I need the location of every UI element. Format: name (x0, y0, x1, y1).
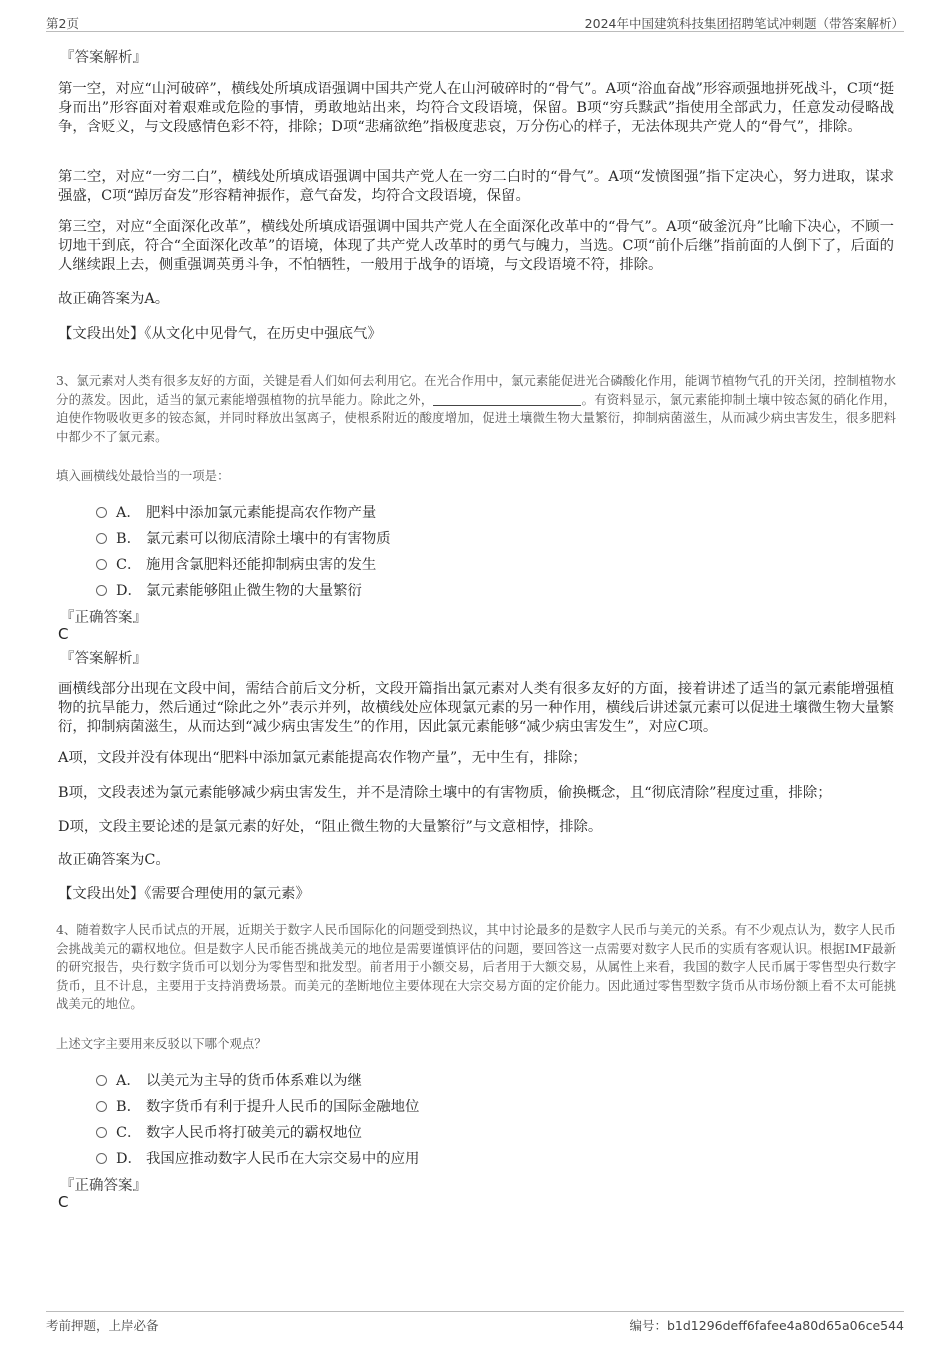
document-id: 编号：b1d1296deff6fafee4a80d65a06ce544 (629, 1318, 904, 1333)
q2-conclusion: 故正确答案为A。 (58, 291, 170, 307)
q3-conclusion: 故正确答案为C。 (58, 852, 170, 868)
q4-correct-answer: C (58, 1193, 69, 1211)
q3-option-d[interactable]: D． 氯元素能够阻止微生物的大量繁衍 (96, 579, 362, 599)
q4-option-a[interactable]: A． 以美元为主导的货币体系难以为继 (96, 1069, 362, 1089)
q3-prompt: 填入画横线处最恰当的一项是： (56, 468, 230, 483)
page-footer (46, 1311, 904, 1338)
radio-icon[interactable] (96, 533, 107, 544)
q4-correct-tag: 『正确答案』 (60, 1178, 147, 1194)
q4-stem: 4、随着数字人民币试点的开展，近期关于数字人民币国际化的问题受到热议，其中讨论最多的是数字人民币与美元的关系。有不少观点认为，数字人民币会挑战美元的霸权地位。但是数字人民币能否挑战美元的地位是需要谨慎评估的问题，要回答这一点需要对数字人民币的实质有客观认识。根据IMF最新的研究报告，央行数字货币可以划分为零售型和批发型。前者用于小额交易，后者用于大额交易，从属性上来看，我国的数字人民币属于零售型央行数字货币，且不计息，主要用于支持消费场景。而美元的垄断地位主要体现在大宗交易方面的定价能力。因此通过零售型数字货币从市场份额上看不太可能挑战美元的地位。 (56, 922, 896, 1012)
radio-icon[interactable] (96, 1075, 107, 1086)
q2-analysis-tag: 『答案解析』 (60, 50, 147, 66)
q3-analysis-p4: D项，文段主要论述的是氯元素的好处，“阻止微生物的大量繁衍”与文意相悖，排除。 (58, 819, 603, 835)
q3-option-a[interactable]: A． 肥料中添加氯元素能提高农作物产量 (96, 501, 376, 521)
page-header (46, 11, 904, 32)
q3-correct-tag: 『正确答案』 (60, 610, 147, 626)
page-number: 第2页 (46, 16, 79, 31)
q3-correct-answer: C (58, 625, 69, 643)
q3-analysis-p1: 画横线部分出现在文段中间，需结合前后文分析，文段开篇指出氯元素对人类有很多友好的方面，接着讲述了适当的氯元素能增强植物的抗旱能力，然后通过“除此之外”表示并列，故横线处应体现氯元素的另一种作用，横线后讲述氯元素可以促进土壤微生物大量繁衍，抑制病菌滋生，从而达到“减少病虫害发生”的作用，因此氯元素能够“减少病虫害发生”，对应C项。 (58, 681, 894, 735)
q3-stem-after: 。有资料显示，氯元素能抑制土壤中铵态氮的硝化作用，迫使作物吸收更多的铵态氮，并同时释放出氢离子，使根系附近的酸度增加，促进土壤微生物大量繁衍，抑制病菌滋生，从而减少病虫害发生，很多肥料中都少不了氯元素。 (56, 391, 897, 444)
radio-icon[interactable] (96, 559, 107, 570)
footer-slogan: 考前押题，上岸必备 (46, 1318, 159, 1333)
q2-analysis-p2: 第二空，对应“一穷二白”，横线处所填成语强调中国共产党人在一穷二白时的“骨气”。A项“发愤图强”指下定决心，努力进取，谋求强盛，C项“踔厉奋发”形容精神振作，意气奋发，均符合文段语境，保留。 (58, 169, 894, 204)
q4-option-b[interactable]: B． 数字货币有利于提升人民币的国际金融地位 (96, 1095, 419, 1115)
q3-option-c[interactable]: C． 施用含氯肥料还能抑制病虫害的发生 (96, 553, 376, 573)
document-title: 2024年中国建筑科技集团招聘笔试冲刺题（带答案解析） (584, 16, 904, 31)
fill-blank (433, 392, 581, 406)
q3-option-b[interactable]: B． 氯元素可以彻底清除土壤中的有害物质 (96, 527, 391, 547)
q4-option-d[interactable]: D． 我国应推动数字人民币在大宗交易中的应用 (96, 1147, 419, 1167)
radio-icon[interactable] (96, 507, 107, 518)
q2-analysis-p1: 第一空，对应“山河破碎”，横线处所填成语强调中国共产党人在山河破碎时的“骨气”。A项“浴血奋战”形容顽强地拼死战斗，C项“挺身而出”形容面对着艰难或危险的事情，勇敢地站出来，均符合文段语境，保留。B项“穷兵黩武”指使用全部武力，任意发动侵略战争，含贬义，与文段感情色彩不符，排除；D项“悲痛欲绝”指极度悲哀，万分伤心的样子，无法体现共产党人的“骨气”，排除。 (58, 81, 894, 135)
radio-icon[interactable] (96, 1127, 107, 1138)
q2-source: 【文段出处】《从文化中见骨气，在历史中强底气》 (58, 326, 382, 342)
q3-analysis-tag: 『答案解析』 (60, 651, 147, 667)
q4-prompt: 上述文字主要用来反驳以下哪个观点？ (56, 1036, 267, 1051)
radio-icon[interactable] (96, 1153, 107, 1164)
q3-source: 【文段出处】《需要合理使用的氯元素》 (58, 886, 310, 902)
radio-icon[interactable] (96, 585, 107, 596)
q2-analysis-p3: 第三空，对应“全面深化改革”，横线处所填成语强调中国共产党人在全面深化改革中的“骨气”。A项“破釜沉舟”比喻下决心，不顾一切地干到底，符合“全面深化改革”的语境，体现了共产党人改革时的勇气与魄力，当选。C项“前仆后继”指前面的人倒下了，后面的人继续跟上去，侧重强调英勇斗争，不怕牺牲，一般用于战争的语境，与文段语境不符，排除。 (58, 219, 894, 273)
q3-analysis-p2: A项，文段并没有体现出“肥料中添加氯元素能提高农作物产量”，无中生有，排除； (58, 750, 587, 766)
q3-stem (56, 372, 896, 446)
q3-analysis-p3: B项，文段表述为氯元素能够减少病虫害发生，并不是清除土壤中的有害物质，偷换概念，且“彻底清除”程度过重，排除； (58, 785, 832, 801)
q4-option-c[interactable]: C． 数字人民币将打破美元的霸权地位 (96, 1121, 362, 1141)
q3-stem-before: 3、氯元素对人类有很多友好的方面，关键是看人们如何去利用它。在光合作用中，氯元素能促进光合磷酸化作用，能调节植物气孔的开关闭，控制植物水分的蒸发。因此，适当的氯元素能增强植物的抗旱能力。除此之外， (56, 373, 896, 407)
radio-icon[interactable] (96, 1101, 107, 1112)
